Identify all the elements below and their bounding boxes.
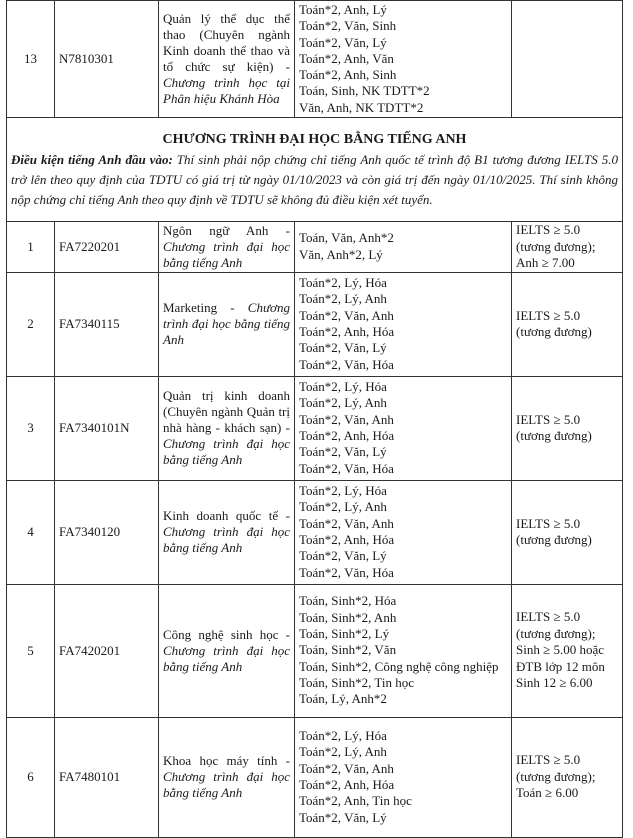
combo-line: Toán, Sinh*2, Công nghệ công nghiệp bbox=[299, 658, 499, 674]
requirement bbox=[512, 272, 623, 376]
combo-line: Toán, Sinh*2, Văn bbox=[299, 642, 397, 658]
program-name-italic: Chương trình học tại bbox=[163, 75, 290, 90]
row-number: 5 bbox=[7, 584, 55, 717]
combo-line: Toán, Văn, Anh*2 bbox=[299, 230, 394, 246]
requirement-line: Toán ≥ 6.00 bbox=[516, 785, 579, 801]
combo-line: Toán, Sinh*2, Anh bbox=[299, 609, 397, 625]
combo-line: Toán*2, Văn, Lý bbox=[299, 340, 387, 356]
program-code: FA7220201 bbox=[55, 222, 159, 273]
program-name-italic: trình đại học bằng bbox=[163, 316, 261, 331]
combo-line: Toán*2, Văn, Anh bbox=[299, 307, 394, 323]
requirement-line: IELTS ≥ 5.0 bbox=[516, 515, 581, 531]
program-code: FA7480101 bbox=[55, 717, 159, 837]
combo-line: Toán*2, Văn, Hóa bbox=[299, 564, 394, 580]
combo-line: Toán*2, Lý, Hóa bbox=[299, 483, 387, 499]
combo-line: Toán*2, Lý, Anh bbox=[299, 291, 387, 307]
subject-combinations bbox=[295, 717, 512, 837]
program-name bbox=[159, 480, 295, 584]
combo-line: Toán*2, Anh, Hóa bbox=[299, 532, 395, 547]
program-name-italic: Phân hiệu Khánh Hòa bbox=[163, 91, 280, 106]
section-note-text: Thí sinh phải nộp chứng chỉ tiếng Anh quốc tế trình độ B1 tương đương IELTS 5.0 trở lên theo quy định của TDTU có giá trị từ ngày 01/10/2023 và còn giá trị đến ngày 01/10/2025. Thí sinh không nộp chứng chỉ tiếng Anh theo quy định về TDTU sẽ không đủ điều kiện xét tuyển. bbox=[11, 151, 618, 207]
requirement-line: (tương đương); bbox=[516, 768, 596, 784]
combo-line: Toán*2, Lý, Anh bbox=[299, 744, 387, 760]
program-name-line: sạn) - bbox=[259, 420, 290, 435]
combo-line: Toán*2, Lý, Hóa bbox=[299, 728, 387, 744]
combo-line: Toán, Sinh*2, Lý bbox=[299, 626, 390, 642]
program-name-italic: bằng tiếng Anh bbox=[163, 658, 243, 674]
program-name-italic: tiếng Anh bbox=[163, 316, 291, 347]
program-name-italic: đại học bằng tiếng Anh bbox=[163, 436, 291, 467]
combo-line: Toán*2, Lý, Hóa bbox=[299, 275, 387, 291]
program-name-line: Khoa học máy tính - bbox=[163, 753, 290, 768]
section-note bbox=[11, 150, 618, 210]
requirement-line: IELTS ≥ 5.0 bbox=[516, 222, 581, 237]
combo-line: Toán*2, Anh, Tin học bbox=[299, 793, 412, 809]
program-name bbox=[159, 272, 295, 376]
requirement bbox=[512, 222, 623, 273]
subject-combinations bbox=[295, 272, 512, 376]
combo-line: Toán*2, Văn, Lý bbox=[299, 809, 387, 825]
row-number: 6 bbox=[7, 717, 55, 837]
program-name-line: Quản lý thể dục thể bbox=[163, 11, 290, 26]
row-number: 13 bbox=[7, 1, 55, 118]
program-code: FA7420201 bbox=[55, 584, 159, 717]
combo-line: Toán, Sinh*2, Tin học bbox=[299, 674, 415, 690]
requirement-line: (tương đương) bbox=[516, 324, 592, 339]
program-name bbox=[159, 222, 295, 273]
table-row bbox=[7, 272, 623, 376]
combo-line: Văn, Anh, NK TDTT*2 bbox=[299, 99, 424, 115]
program-name bbox=[159, 584, 295, 717]
requirement bbox=[512, 376, 623, 480]
program-name-line: Kinh doanh thể thao bbox=[163, 43, 274, 58]
requirement-line: IELTS ≥ 5.0 bbox=[516, 752, 581, 768]
program-name-italic: bằng tiếng Anh bbox=[163, 785, 243, 800]
program-name-line: Ngôn ngữ Anh - bbox=[163, 222, 290, 238]
program-name-line: Kinh doanh quốc tế - bbox=[163, 508, 290, 523]
program-name-italic: Chương trình đại học bbox=[163, 769, 290, 784]
combo-line: Toán, Lý, Anh*2 bbox=[299, 691, 387, 707]
table-row bbox=[7, 480, 623, 584]
combo-line: Toán*2, Văn, Sinh bbox=[299, 18, 397, 34]
row-number: 2 bbox=[7, 272, 55, 376]
combo-line: Toán, Sinh*2, Hóa bbox=[299, 593, 397, 609]
table-row bbox=[7, 584, 623, 717]
requirement bbox=[512, 1, 623, 118]
combo-line: Toán*2, Lý, Anh bbox=[299, 499, 387, 515]
section-row bbox=[7, 118, 623, 222]
section-note-label: Điều kiện tiếng Anh đầu vào: bbox=[11, 151, 173, 167]
program-name-italic: Chương bbox=[247, 300, 290, 315]
subject-combinations bbox=[295, 1, 512, 118]
admission-table bbox=[6, 0, 623, 838]
requirement-line: (tương đương) bbox=[516, 532, 592, 547]
row-number: 1 bbox=[7, 222, 55, 273]
combo-line: Văn, Anh*2, Lý bbox=[299, 246, 383, 262]
combo-line: Toán*2, Anh, Lý bbox=[299, 1, 387, 17]
program-name bbox=[159, 717, 295, 837]
program-name-line: Quản trị kinh doanh bbox=[163, 388, 290, 403]
program-name-line: thao (Chuyên ngành bbox=[163, 27, 290, 42]
program-code: FA7340101N bbox=[55, 376, 159, 480]
requirement bbox=[512, 584, 623, 717]
program-name bbox=[159, 376, 295, 480]
program-name-italic: Chương trình bbox=[163, 436, 239, 451]
requirement-line: Sinh 12 ≥ 6.00 bbox=[516, 675, 593, 691]
combo-line: Toán, Sinh, NK TDTT*2 bbox=[299, 83, 430, 99]
combo-line: Toán*2, Anh, Hóa bbox=[299, 428, 395, 443]
combo-line: Toán*2, Văn, Anh bbox=[299, 411, 394, 427]
program-code: FA7340120 bbox=[55, 480, 159, 584]
program-name-italic: bằng tiếng Anh bbox=[163, 254, 243, 270]
table-row bbox=[7, 376, 623, 480]
combo-line: Toán*2, Văn, Lý bbox=[299, 444, 387, 460]
row-number: 4 bbox=[7, 480, 55, 584]
subject-combinations bbox=[295, 222, 512, 273]
combo-line: Toán*2, Lý, Hóa bbox=[299, 379, 387, 395]
combo-line: Toán*2, Văn, Lý bbox=[299, 548, 387, 564]
program-name-line: Marketing - bbox=[163, 300, 235, 315]
program-name-italic: Chương trình đại học bbox=[163, 238, 290, 254]
requirement-line: (tương đương) bbox=[516, 428, 592, 443]
combo-line: Toán*2, Anh, Hóa bbox=[299, 777, 395, 792]
combo-line: Toán*2, Anh, Sinh bbox=[299, 67, 397, 83]
requirement-line: Sinh ≥ 5.00 hoặc bbox=[516, 642, 605, 658]
table-row bbox=[7, 222, 623, 273]
combo-line: Toán*2, Văn, Anh bbox=[299, 760, 394, 776]
program-name-italic: bằng tiếng Anh bbox=[163, 540, 243, 555]
program-name-line: và tổ chức sự kiện) - bbox=[163, 43, 290, 74]
requirement-line: IELTS ≥ 5.0 bbox=[516, 609, 581, 625]
subject-combinations bbox=[295, 584, 512, 717]
combo-line: Toán*2, Văn, Hóa bbox=[299, 356, 394, 372]
combo-line: Toán*2, Anh, Văn bbox=[299, 50, 394, 66]
program-name-line: Công nghệ sinh học - bbox=[163, 626, 290, 642]
admission-table-body bbox=[7, 1, 623, 838]
requirement-line: Anh ≥ 7.00 bbox=[516, 255, 575, 270]
program-name-line: trị nhà hàng - khách bbox=[163, 404, 290, 435]
table-row bbox=[7, 717, 623, 837]
requirement bbox=[512, 480, 623, 584]
combo-line: Toán*2, Văn, Hóa bbox=[299, 460, 394, 476]
combo-line: Toán*2, Lý, Anh bbox=[299, 395, 387, 411]
requirement-line: (tương đương); bbox=[516, 625, 596, 641]
combo-line: Toán*2, Văn, Lý bbox=[299, 34, 387, 50]
program-code: N7810301 bbox=[55, 1, 159, 118]
requirement bbox=[512, 717, 623, 837]
requirement-line: IELTS ≥ 5.0 bbox=[516, 411, 581, 427]
requirement-line: (tương đương); bbox=[516, 238, 596, 254]
section-title: CHƯƠNG TRÌNH ĐẠI HỌC BẰNG TIẾNG ANH bbox=[162, 131, 467, 147]
program-name bbox=[159, 1, 295, 118]
subject-combinations bbox=[295, 480, 512, 584]
program-name-line: (Chuyên ngành Quản bbox=[163, 404, 275, 419]
program-code: FA7340115 bbox=[55, 272, 159, 376]
program-name-italic: Chương trình đại học bbox=[163, 642, 290, 658]
combo-line: Toán*2, Văn, Anh bbox=[299, 515, 394, 531]
combo-line: Toán*2, Anh, Hóa bbox=[299, 324, 395, 339]
section-cell bbox=[7, 118, 623, 222]
requirement-line: ĐTB lớp 12 môn bbox=[516, 658, 605, 674]
program-name-italic: Chương trình đại học bbox=[163, 524, 290, 539]
requirement-line: IELTS ≥ 5.0 bbox=[516, 307, 581, 323]
subject-combinations bbox=[295, 376, 512, 480]
table-row bbox=[7, 1, 623, 118]
row-number: 3 bbox=[7, 376, 55, 480]
